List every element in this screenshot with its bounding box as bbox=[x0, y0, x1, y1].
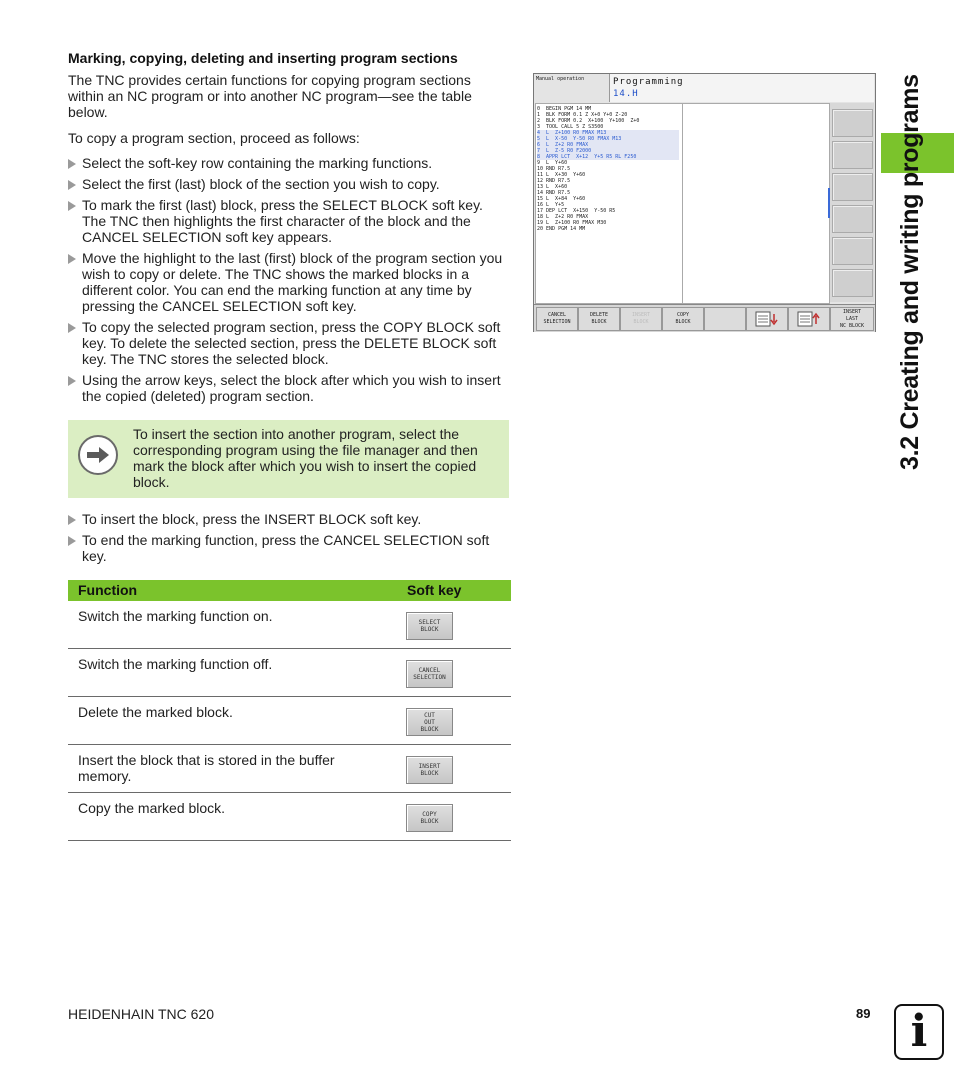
footer-product: HEIDENHAIN TNC 620 bbox=[68, 1006, 215, 1022]
page-number: 89 bbox=[856, 1006, 871, 1021]
procedure-intro: To copy a program section, proceed as follows: bbox=[68, 130, 360, 146]
side-button bbox=[832, 237, 873, 265]
header-function: Function bbox=[78, 582, 138, 598]
table-row: Insert the block that is stored in the buffer memory. INSERT BLOCK bbox=[68, 745, 511, 793]
program-line: 11 L X+30 Y+60 bbox=[537, 172, 586, 178]
screen-title-bar bbox=[609, 74, 874, 102]
chapter-title: 3.2 Creating and writing programs bbox=[896, 74, 924, 470]
program-line: 10 RND R7.5 bbox=[537, 166, 571, 172]
insert-block-softkey: INSERT BLOCK bbox=[406, 756, 453, 784]
bullet-arrow-icon bbox=[68, 201, 76, 211]
program-line: 18 L Z+2 R0 FMAX bbox=[537, 214, 589, 220]
side-button bbox=[832, 205, 873, 233]
cut-out-block-softkey: CUT OUT BLOCK bbox=[406, 708, 453, 736]
bullet-arrow-icon bbox=[68, 515, 76, 525]
tnc-screenshot bbox=[533, 73, 876, 332]
side-button bbox=[832, 109, 873, 137]
step-item: To end the marking function, press the CANCEL SELECTION soft key. bbox=[68, 532, 510, 564]
program-line: 7 L Z-5 R0 F2000 bbox=[537, 148, 679, 154]
screen-softkey-delete-block: DELETE BLOCK bbox=[578, 307, 620, 331]
side-softkeys bbox=[830, 103, 874, 302]
program-line: 16 L Y+5 bbox=[537, 202, 565, 208]
cancel-selection-softkey: CANCEL SELECTION bbox=[406, 660, 453, 688]
final-steps bbox=[68, 511, 510, 569]
bullet-arrow-icon bbox=[68, 180, 76, 190]
program-line: 3 TOOL CALL 5 Z S3500 bbox=[537, 124, 604, 130]
program-line: 6 L Z+2 R0 FMAX bbox=[537, 142, 679, 148]
screen-softkey-insert-last-nc-block: INSERT LAST NC BLOCK bbox=[830, 307, 874, 331]
arrow-right-icon bbox=[78, 435, 118, 475]
screen-file: 14.H bbox=[613, 89, 639, 99]
table-header bbox=[68, 580, 511, 601]
program-line: 13 L X+60 bbox=[537, 184, 568, 190]
step-item: To mark the first (last) block, press the SELECT BLOCK soft key. The TNC then highlights the first character of the block and the CANCEL SELECTION soft key appears. bbox=[68, 197, 510, 245]
screen-softkey-empty bbox=[704, 307, 746, 331]
page-down-icon bbox=[746, 307, 788, 331]
program-line: 20 END PGM 14 MM bbox=[537, 226, 586, 232]
select-block-softkey: SELECT BLOCK bbox=[406, 612, 453, 640]
program-line: 5 L X-50 Y-50 R0 FMAX M13 bbox=[537, 136, 679, 142]
section-heading: Marking, copying, deleting and inserting program sections bbox=[68, 50, 458, 66]
program-listing bbox=[535, 103, 683, 304]
screen-mode: Manual operation bbox=[536, 76, 585, 82]
program-line: 1 BLK FORM 0.1 Z X+0 Y+0 Z-20 bbox=[537, 112, 628, 118]
side-button bbox=[832, 269, 873, 297]
bullet-arrow-icon bbox=[68, 323, 76, 333]
screen-title: Programming bbox=[613, 77, 684, 87]
program-line: 15 L X+84 Y+60 bbox=[537, 196, 586, 202]
bullet-arrow-icon bbox=[68, 254, 76, 264]
step-item: Move the highlight to the last (first) block of the program section you wish to copy or delete. The TNC shows the marked blocks in a different color. You can end the marking function at any time by pressing the CANCEL SELECTION soft key. bbox=[68, 250, 510, 314]
program-line: 2 BLK FORM 0.2 X+100 Y+100 Z+0 bbox=[537, 118, 640, 124]
side-button bbox=[832, 141, 873, 169]
copy-block-softkey: COPY BLOCK bbox=[406, 804, 453, 832]
step-item: To copy the selected program section, press the COPY BLOCK soft key. To delete the selected section, press the DELETE BLOCK soft key. The TNC stores the selected block. bbox=[68, 319, 510, 367]
step-item: To insert the block, press the INSERT BLOCK soft key. bbox=[68, 511, 510, 527]
info-icon: i bbox=[894, 1004, 944, 1060]
table-row: Copy the marked block. COPY BLOCK bbox=[68, 793, 511, 841]
side-button bbox=[832, 173, 873, 201]
program-line: 9 L Y+60 bbox=[537, 160, 568, 166]
intro-paragraph: The TNC provides certain functions for copying program sections within an NC program or into another NC program—see the table below. bbox=[68, 72, 472, 120]
step-item: Select the soft-key row containing the marking functions. bbox=[68, 155, 510, 171]
table-row: Delete the marked block. CUT OUT BLOCK bbox=[68, 697, 511, 745]
function-table bbox=[68, 580, 511, 841]
program-line: 14 RND R7.5 bbox=[537, 190, 571, 196]
screen-softkey-row bbox=[534, 304, 875, 332]
screen-softkey-copy-block: COPY BLOCK bbox=[662, 307, 704, 331]
bullet-arrow-icon bbox=[68, 536, 76, 546]
bullet-arrow-icon bbox=[68, 159, 76, 169]
program-line: 17 DEP LCT X+150 Y-50 R5 bbox=[537, 208, 616, 214]
step-item: Select the first (last) block of the section you wish to copy. bbox=[68, 176, 510, 192]
program-line: 4 L Z+100 R0 FMAX M13 bbox=[537, 130, 679, 136]
graphics-window bbox=[682, 103, 830, 304]
page-up-icon bbox=[788, 307, 830, 331]
screen-softkey-insert-block: INSERT BLOCK bbox=[620, 307, 662, 331]
header-softkey: Soft key bbox=[407, 582, 462, 598]
bullet-arrow-icon bbox=[68, 376, 76, 386]
screen-softkey-cancel-selection: CANCEL SELECTION bbox=[536, 307, 578, 331]
program-line: 8 APPR LCT X+12 Y+5 R5 RL F250 bbox=[537, 154, 679, 160]
note-box bbox=[68, 420, 509, 498]
program-line: 19 L Z+100 R0 FMAX M30 bbox=[537, 220, 607, 226]
procedure-steps bbox=[68, 155, 510, 409]
note-text: To insert the section into another program, select the corresponding program using the file manager and then mark the block after which you wish to insert the copied block. bbox=[133, 426, 478, 490]
program-line: 12 RND R7.5 bbox=[537, 178, 571, 184]
step-item: Using the arrow keys, select the block after which you wish to insert the copied (deleted) program section. bbox=[68, 372, 510, 404]
program-line: 0 BEGIN PGM 14 MM bbox=[537, 106, 592, 112]
table-row: Switch the marking function off. CANCEL SELECTION bbox=[68, 649, 511, 697]
table-row: Switch the marking function on. SELECT BLOCK bbox=[68, 601, 511, 649]
